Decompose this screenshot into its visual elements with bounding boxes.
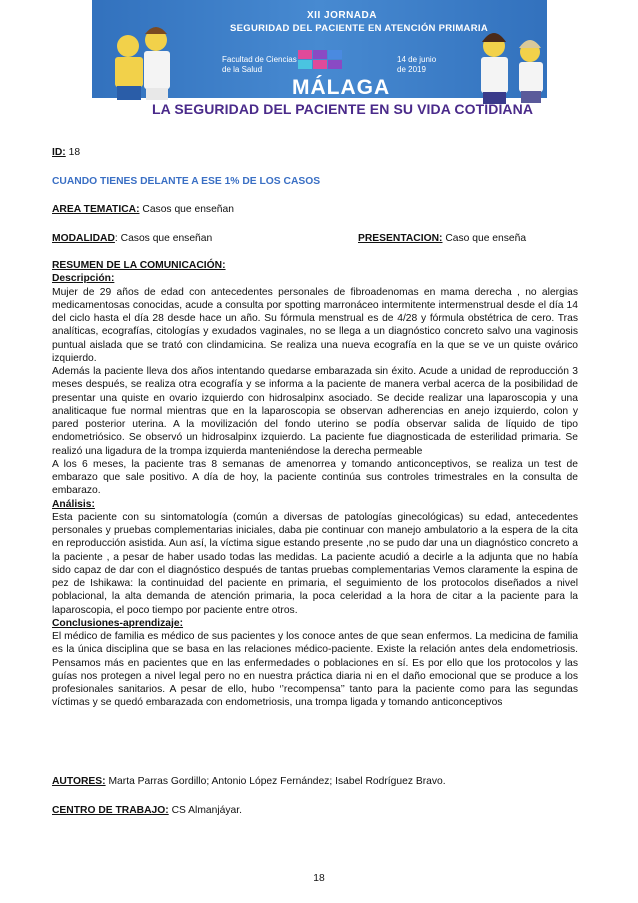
autores-value: Marta Parras Gordillo; Antonio López Fernández; Isabel Rodríguez Bravo.	[108, 776, 446, 787]
id-value: 18	[68, 147, 81, 158]
descripcion-heading: Descripción:	[52, 273, 115, 285]
banner-slogan: LA SEGURIDAD DEL PACIENTE EN SU VIDA COTIDIANA	[152, 101, 534, 117]
autores-label: AUTORES:	[52, 776, 106, 787]
area-label: AREA TEMATICA:	[52, 204, 140, 215]
descripcion-paragraph-1: Mujer de 29 años de edad con antecedentes personales de fibroadenomas en mama derecha , no alergias medicamentosas conocidas, acude a consulta por spotting marronáceo intermitente intermenstrual desde el día 14 del ciclo hasta el día 28 desde hace un año. Su fórmula menstrual es de 4/28 y fórmula obstétrica de cero. Tras analíticas, ecografías, citologías y exudados vaginales, no se llega a un diagnóstico concreto salvo una vaginosis puntual aislada que se trató con clindamicina. Se realiza una nueva ecografía en la que se ve un quiste ovárico izquierdo.	[52, 286, 578, 364]
area-value: Casos que enseñan	[142, 204, 234, 215]
analisis-heading: Análisis:	[52, 498, 95, 510]
modalidad-label: MODALIDAD	[52, 233, 115, 244]
conclusiones-paragraph: El médico de familia es médico de sus pacientes y los conoce antes de que sean enfermos. La medicina de familia es la única disciplina que se basa en las relaciones médico-paciente. Existe la relación antes dela endometriosis. Pensamos más en pacientes que en las enfermedades o poblaciones en sí. Es por ello que los protocolos y las guías nos protegen a nivel legal pero no en nuestra práctica diaria ni en el daño emocional que se produce a los profesionales sanitarios. A pesar de ello, hubo ‘’recompensa’’ tanto para la paciente como para las segundas víctimas y se quedó embarazada con endometriosis, una trompa ligada y tomando anticonceptivos	[52, 631, 578, 709]
banner-title: SEGURIDAD DEL PACIENTE EN ATENCIÓN PRIMARIA	[230, 23, 488, 34]
banner-facultad-line1: Facultad de Ciencias	[222, 55, 297, 64]
presentacion-value: Caso que enseña	[445, 233, 527, 244]
banner-jornada: XII JORNADA	[307, 10, 377, 21]
autores-line	[52, 775, 446, 788]
analisis-paragraph: Esta paciente con su sintomatología (común a diversas de patologías ginecológicas) su edad, antecedentes personales y pruebas complementarias iniciales, daba pie continuar con manejo ambulatorio a la espera de la cita en reproducción asistida. Aun así, la víctima sigue estando presente ,no se pudo dar una un diagnóstico concreto a la paciente , a pesar de haber usado todas las medidas. La paciente acudió a decirle a la adjunta que no había sido capaz de dar con el diagnóstico después de tantas pruebas complementarias Vemos claramente la espina de pez de Ishikawa: la continuidad del paciente en primaria, el seguimiento de los protocolos diseñados a nivel poblacional, la alta demanda de atención primaria, la poca celeridad a la hora de citar a la paciente para la laparoscopia, el poco tiempo por paciente entre otros.	[52, 511, 578, 616]
centro-value: CS Almanjáyar.	[171, 805, 242, 816]
presentacion-line	[358, 232, 526, 245]
modalidad-line	[52, 232, 212, 245]
descripcion-paragraph-3: A los 6 meses, la paciente tras 8 semanas de amenorrea y tomando anticonceptivos, se realiza un test de embarazo que sale positivo. A día de hoy, la paciente continúa sus controles trimestrales en la consulta de embarazo.	[52, 458, 578, 497]
banner-date-line2: de 2019	[397, 65, 426, 74]
centro-label: CENTRO DE TRABAJO:	[52, 805, 169, 816]
area-line	[52, 203, 234, 216]
id-line	[52, 146, 80, 159]
presentacion-label: PRESENTACION:	[358, 233, 443, 244]
page-number: 18	[313, 873, 325, 884]
banner-city: MÁLAGA	[292, 76, 391, 99]
id-label: ID:	[52, 147, 66, 158]
banner-date-line1: 14 de junio	[397, 55, 437, 64]
banner-facultad	[222, 55, 297, 75]
resumen-heading: RESUMEN DE LA COMUNICACIÓN:	[52, 260, 226, 271]
centro-line	[52, 804, 242, 817]
modalidad-value: : Casos que enseñan	[114, 233, 213, 244]
header-banner	[52, 0, 587, 128]
abstract-body	[52, 259, 578, 710]
document-title: CUANDO TIENES DELANTE A ESE 1% DE LOS CASOS	[52, 176, 321, 187]
descripcion-paragraph-2: Además la paciente lleva dos años intentando quedarse embarazada sin éxito. Acude a unidad de reproducción 3 meses después, se realiza otra ecografía y se informa a la paciente de manera verbal acerca de la posibilidad de presentar una quiste en ovario izquierdo con hidrosalpinx asociado. Se decide realizar una laparoscopia y una analiticaque fue normal mientras que en la laparoscopia se observan adherencias en anejo izquierdo, colon y pared posterior uterina. A la movilización del fondo uterino se podía observar salida de líquido de tipo endometriósico. Se observó un hidrosalpinx izquierdo. La paciente fue diagnosticada de esterilidad primaria. Se realizó una ligadura de la trompa izquierda manteniéndose la derecha permeable	[52, 366, 578, 457]
banner-facultad-line2: de la Salud	[222, 65, 263, 74]
banner-date	[397, 55, 436, 75]
conclusiones-heading: Conclusiones-aprendizaje:	[52, 617, 184, 629]
